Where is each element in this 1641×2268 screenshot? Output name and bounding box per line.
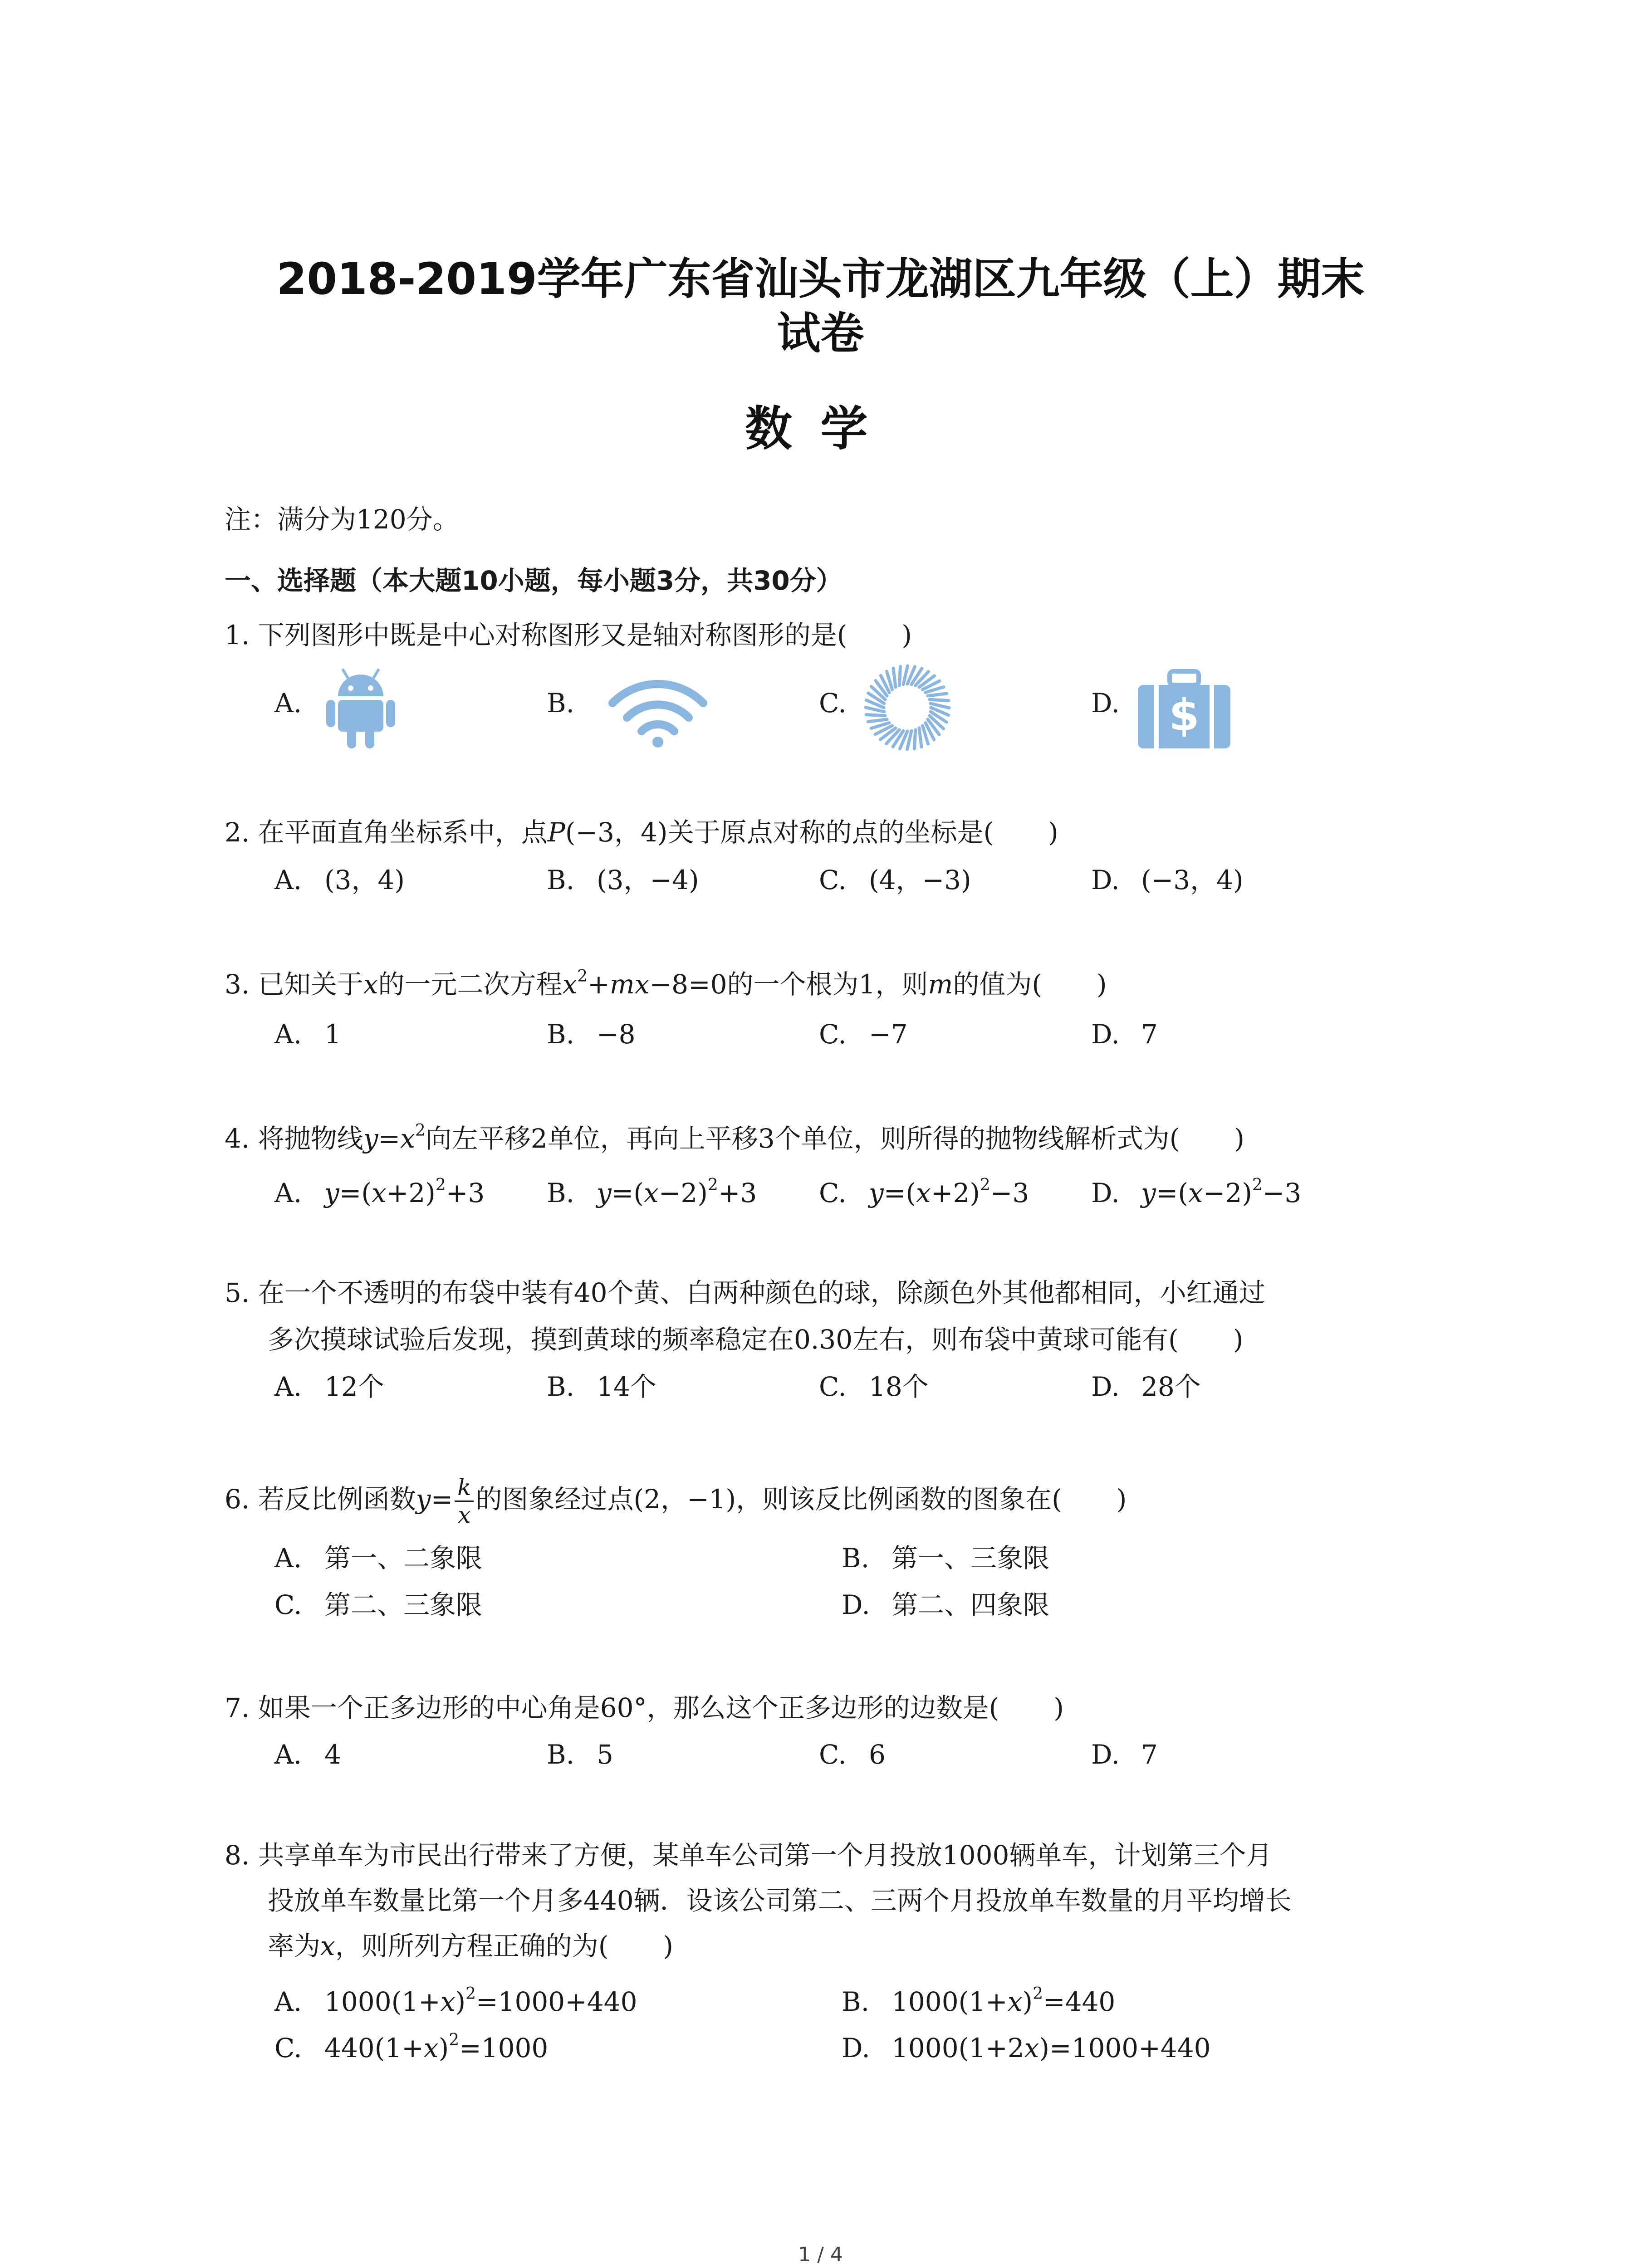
q1-option-b-label: B. xyxy=(547,688,575,719)
q7-option-d[interactable]: D. 7 xyxy=(1091,1739,1158,1770)
question-8-stem-line2: 投放单车数量比第一个月多440辆．设该公司第二、三两个月投放单车数量的月平均增长 xyxy=(268,1885,1292,1916)
q8-option-d[interactable]: D. 1000(1+2x)=1000+440 xyxy=(842,2033,1211,2063)
q5-option-d[interactable]: D. 28个 xyxy=(1091,1371,1201,1402)
q4-option-c[interactable]: C. $y=(x+2)^2-3$ xyxy=(819,1176,1029,1208)
q8-option-b[interactable]: B. $1000(1+x)^2=440$ xyxy=(842,1984,1116,2017)
sunburst-ray xyxy=(866,714,885,715)
q3-option-c[interactable]: C. −7 xyxy=(819,1019,908,1050)
question-7-stem: 7. 如果一个正多边形的中心角是60°，那么这个正多边形的边数是( ) xyxy=(225,1692,1064,1723)
question-4-stem: 4. 将抛物线$y=x^2$向左平移2单位，再向上平移3个单位，则所得的抛物线解析式为( ) xyxy=(225,1121,1244,1154)
q3-option-a[interactable]: A. 1 xyxy=(274,1019,341,1050)
q2-option-c[interactable]: C. (4，−3) xyxy=(819,865,971,895)
sunburst-ray xyxy=(914,730,915,749)
q1-option-c-label: C. xyxy=(819,688,847,719)
q2-option-b[interactable]: B. (3，−4) xyxy=(547,865,699,895)
q7-option-c[interactable]: C. 6 xyxy=(819,1739,886,1770)
sunburst-ray xyxy=(868,719,887,722)
q4-option-d[interactable]: D. $y=(x-2)^2-3$ xyxy=(1091,1176,1302,1208)
q7-option-a[interactable]: A. 4 xyxy=(274,1739,341,1770)
sunburst-ring-icon xyxy=(862,662,953,753)
q6-option-c[interactable]: C. 第二、三象限 xyxy=(274,1589,483,1620)
q8-option-a[interactable]: A. $1000(1+x)^2=1000+440$ xyxy=(274,1984,637,2017)
question-5-stem-line2: 多次摸球试验后发现，摸到黄球的频率稳定在0.30左右，则布袋中黄球可能有( ) xyxy=(268,1324,1244,1355)
question-1-stem: 1. 下列图形中既是中心对称图形又是轴对称图形的是( ) xyxy=(225,620,912,650)
q8-option-c[interactable]: C. $440(1+x)^2=1000$ xyxy=(274,2031,549,2063)
score-note: 注：满分为120分。 xyxy=(225,504,459,535)
q6-option-b[interactable]: B. 第一、三象限 xyxy=(842,1543,1050,1574)
q1-option-d-label: D. xyxy=(1091,688,1120,719)
q3-option-b[interactable]: B. −8 xyxy=(547,1019,636,1050)
fraction-k-over-x: $\frac{k}{x}$ xyxy=(455,1474,474,1528)
q6-option-a[interactable]: A. 第一、二象限 xyxy=(274,1543,483,1574)
q4-option-b[interactable]: B. $y=(x-2)^2+3$ xyxy=(547,1176,757,1208)
q5-option-b[interactable]: B. 14个 xyxy=(547,1371,656,1402)
q3-option-d[interactable]: D. 7 xyxy=(1091,1019,1158,1050)
q5-option-a[interactable]: A. 12个 xyxy=(274,1371,384,1402)
exam-title-line1: 2018-2019学年广东省汕头市龙湖区九年级（上）期末 xyxy=(276,254,1365,304)
q4-option-a[interactable]: A. $y=(x+2)^2+3$ xyxy=(274,1176,485,1208)
q5-option-c[interactable]: C. 18个 xyxy=(819,1371,929,1402)
q2-option-d[interactable]: D. (−3，4) xyxy=(1091,865,1244,895)
subject-title: 数学 xyxy=(745,401,896,456)
android-robot-icon xyxy=(320,665,402,751)
q6-option-d[interactable]: D. 第二、四象限 xyxy=(842,1589,1050,1620)
svg-text:$: $ xyxy=(1169,690,1200,741)
sunburst-ray xyxy=(930,699,949,700)
question-2-stem: 2. 在平面直角坐标系中，点P(−3，4)关于原点对称的点的坐标是( ) xyxy=(225,817,1058,848)
question-6-stem: 6. 若反比例函数y= $\frac{k}{x}$ 的图象经过点(2，−1)，则该反比例函数的图象在( ) xyxy=(225,1474,1127,1529)
page-number: 1 / 4 xyxy=(798,2243,843,2266)
question-3-stem: 3. 已知关于x的一元二次方程$x^2+mx-8=0$的一个根为1，则m的值为( ) xyxy=(225,967,1107,1000)
sunburst-ray xyxy=(899,666,900,685)
exam-title-line2: 试卷 xyxy=(777,308,864,359)
question-8-stem-line1: 8. 共享单车为市民出行带来了方便，某单车公司第一个月投放1000辆单车，计划第三个月 xyxy=(225,1840,1273,1871)
question-5-stem-line1: 5. 在一个不透明的布袋中装有40个黄、白两种颜色的球，除颜色外其他都相同，小红通过 xyxy=(225,1277,1265,1308)
dollar-briefcase-icon xyxy=(1134,667,1234,753)
sunburst-ray xyxy=(928,694,947,696)
question-8-stem-line3: 率为x，则所列方程正确的为( ) xyxy=(268,1931,674,1961)
wifi-icon xyxy=(603,671,712,748)
sunburst-ray xyxy=(893,668,896,687)
q1-option-a-label: A. xyxy=(274,688,302,719)
q2-option-a[interactable]: A. (3，4) xyxy=(274,865,405,895)
q7-option-b[interactable]: B. 5 xyxy=(547,1739,613,1770)
sunburst-ray xyxy=(919,728,921,747)
section-heading: 一、选择题（本大题10小题，每小题3分，共30分） xyxy=(225,565,843,596)
